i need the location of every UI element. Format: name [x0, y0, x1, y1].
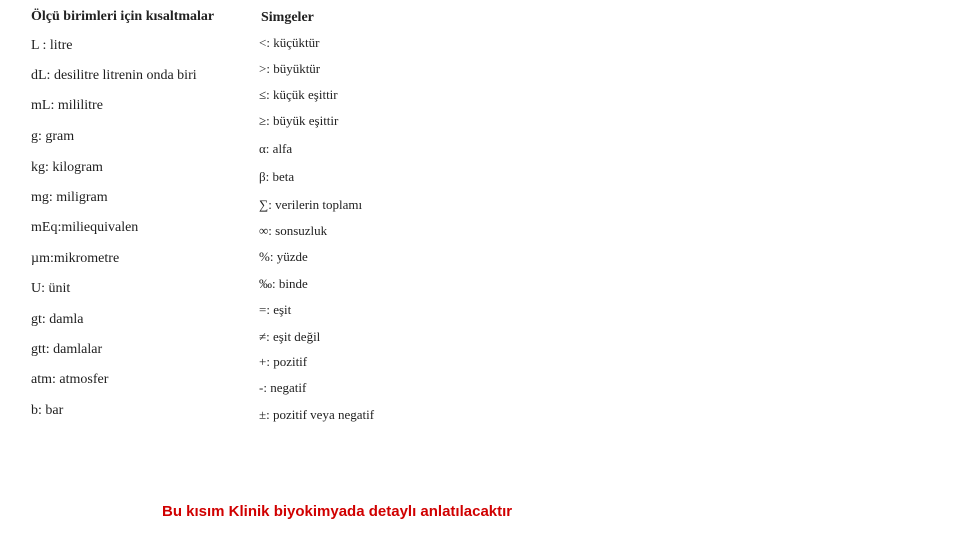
unit-item-bar: b: bar — [31, 403, 64, 418]
symbol-item-positive: +: pozitif — [259, 354, 308, 369]
symbol-item-sum: ∑: verilerin toplamı — [259, 197, 363, 212]
unit-item-desilitre: dL: desilitre litrenin onda biri — [31, 68, 197, 83]
symbols-heading: Simgeler — [261, 10, 314, 25]
unit-item-damlalar: gtt: damlalar — [31, 342, 103, 357]
unit-item-atmosfer: atm: atmosfer — [31, 372, 109, 387]
units-heading: Ölçü birimleri için kısaltmalar — [31, 9, 215, 24]
symbol-item-greater-than: >: büyüktür — [259, 61, 321, 76]
unit-item-mikrometre: µm:mikrometre — [31, 251, 120, 266]
symbol-item-less-than: <: küçüktür — [259, 35, 320, 50]
symbol-item-alpha: α: alfa — [259, 141, 293, 156]
unit-item-damla: gt: damla — [31, 312, 84, 327]
unit-item-litre: L : litre — [31, 38, 73, 53]
symbol-item-permille: ‰: binde — [259, 276, 308, 291]
unit-item-mililitre: mL: mililitre — [31, 98, 103, 113]
symbol-item-greater-equal: ≥: büyük eşittir — [259, 113, 339, 128]
unit-item-kilogram: kg: kilogram — [31, 160, 103, 175]
unit-item-gram: g: gram — [31, 129, 75, 144]
symbol-item-infinity: ∞: sonsuzluk — [259, 223, 328, 238]
footer-note: Bu kısım Klinik biyokimyada detaylı anlatılacaktır — [162, 503, 513, 520]
symbol-item-negative: -: negatif — [259, 380, 307, 395]
symbol-item-beta: β: beta — [259, 169, 295, 184]
symbol-item-equal: =: eşit — [259, 302, 292, 317]
symbol-item-not-equal: ≠: eşit değil — [259, 329, 321, 344]
symbol-item-plus-minus: ±: pozitif veya negatif — [259, 407, 375, 422]
unit-item-miliequivalen: mEq:miliequivalen — [31, 220, 139, 235]
symbol-item-less-equal: ≤: küçük eşittir — [259, 87, 338, 102]
unit-item-unit: U: ünit — [31, 281, 71, 296]
unit-item-miligram: mg: miligram — [31, 190, 108, 205]
symbol-item-percent: %: yüzde — [259, 249, 308, 264]
